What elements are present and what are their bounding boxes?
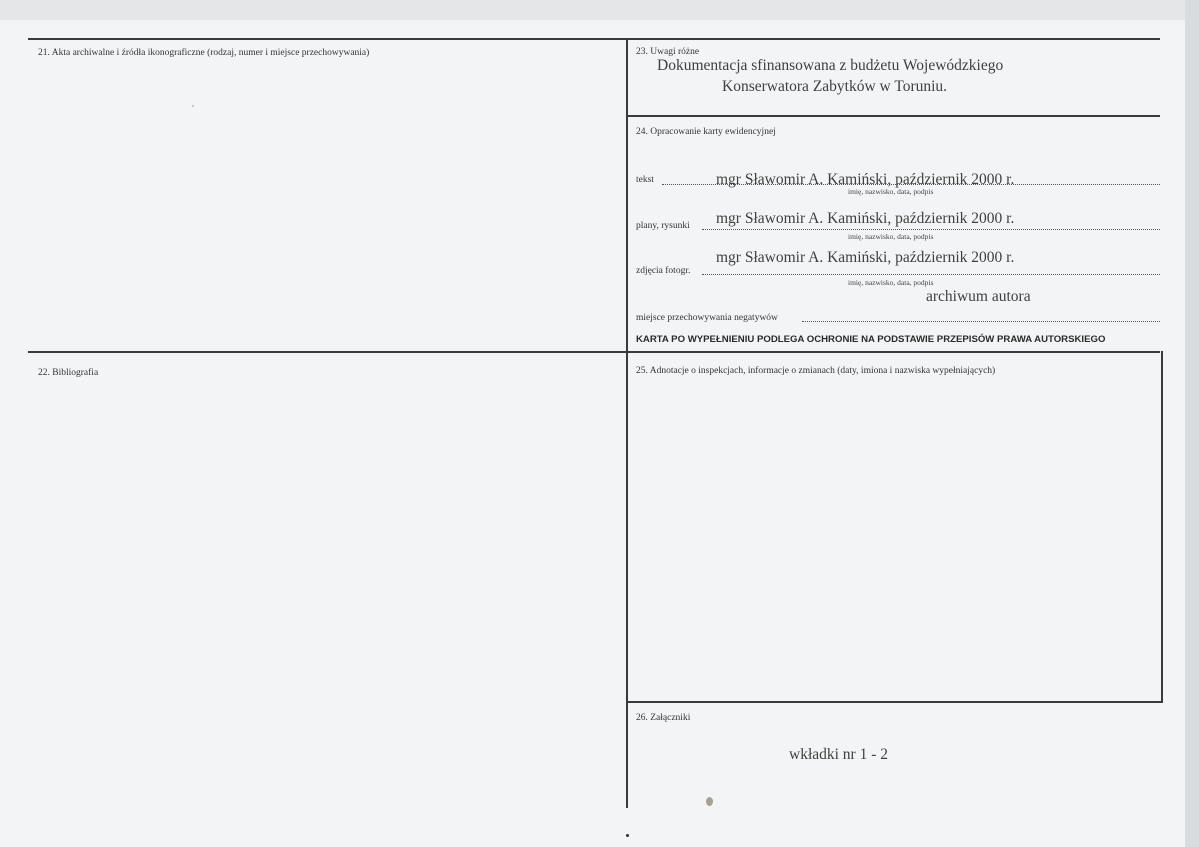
copyright-notice: KARTA PO WYPEŁNIENIU PODLEGA OCHRONIE NA PODSTAWIE PRZEPISÓW PRAWA AUTORSKIEGO — [636, 334, 1106, 345]
top-border-line — [28, 38, 1160, 40]
plany-label: plany, rysunki — [636, 221, 690, 231]
paper-speck — [192, 105, 194, 107]
plany-dotted-line — [702, 229, 1160, 230]
section-25-label: 25. Adnotacje o inspekcjach, informacje o zmianach (daty, imiona i nazwiska wypełniających) — [636, 366, 996, 376]
page-top-edge — [0, 0, 1199, 22]
negatywy-label: miejsce przechowywania negatywów — [636, 313, 778, 323]
section-26-label: 26. Załączniki — [636, 713, 691, 723]
plany-caption: imię, nazwisko, data, podpis — [848, 232, 934, 241]
section-26-value: wkładki nr 1 - 2 — [789, 746, 889, 763]
section-23-bottom-line — [626, 115, 1160, 117]
section-23-note-line-2: Konserwatora Zabytków w Toruniu. — [722, 78, 948, 95]
right-border-line-lower — [1161, 351, 1163, 703]
paper-speck — [626, 834, 629, 837]
section-21-label: 21. Akta archiwalne i źródła ikonograficzne (rodzaj, numer i miejsce przechowywania) — [38, 48, 370, 58]
form-card — [0, 20, 1185, 847]
tekst-caption: imię, nazwisko, data, podpis — [848, 187, 934, 196]
zdjecia-dotted-line — [702, 274, 1160, 275]
zdjecia-label: zdjęcia fotogr. — [636, 266, 691, 276]
tekst-value: mgr Sławomir A. Kamiński, październik 2000 r. — [716, 171, 1015, 188]
section-24-label: 24. Opracowanie karty ewidencyjnej — [636, 127, 776, 137]
middle-horizontal-line — [28, 351, 1160, 353]
zdjecia-caption: imię, nazwisko, data, podpis — [848, 278, 934, 287]
paper-speck — [706, 797, 713, 806]
negatywy-dotted-line — [802, 321, 1160, 322]
center-divider-line — [626, 38, 628, 808]
section-23-label: 23. Uwagi różne — [636, 47, 700, 57]
section-23-note-line-1: Dokumentacja sfinansowana z budżetu Wojewódzkiego — [657, 57, 1004, 74]
zdjecia-value: mgr Sławomir A. Kamiński, październik 2000 r. — [716, 249, 1015, 266]
negatywy-value: archiwum autora — [926, 288, 1031, 305]
page-right-edge — [1185, 0, 1199, 847]
section-22-label: 22. Bibliografia — [38, 368, 99, 378]
tekst-label: tekst — [636, 175, 654, 185]
plany-value: mgr Sławomir A. Kamiński, październik 2000 r. — [716, 210, 1015, 227]
section-25-bottom-line — [626, 701, 1163, 703]
